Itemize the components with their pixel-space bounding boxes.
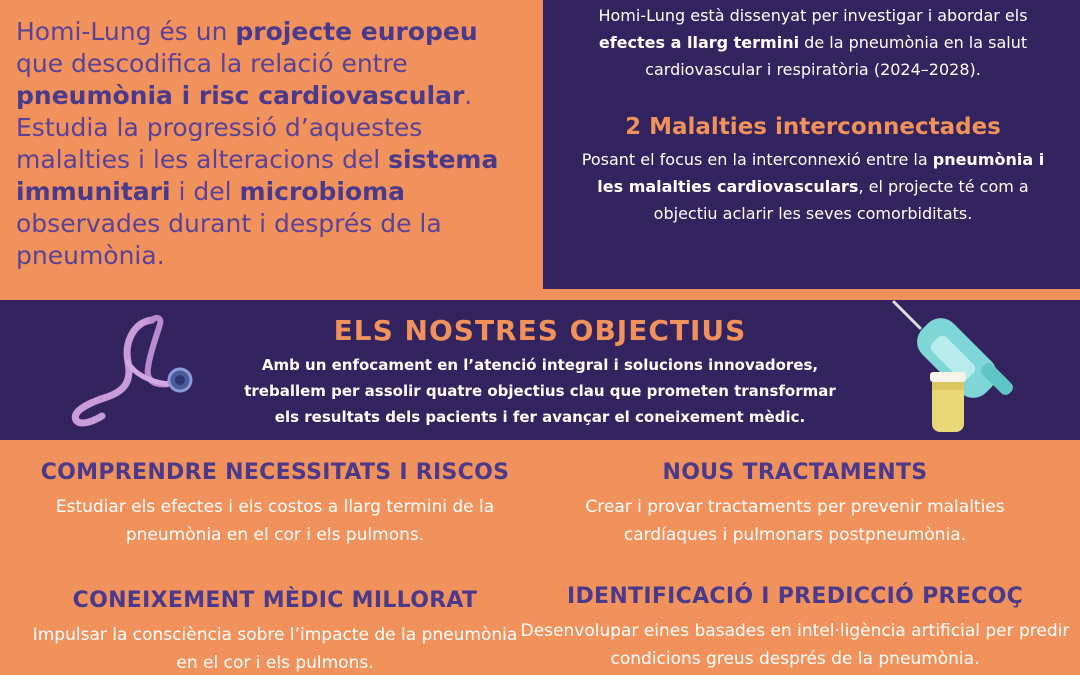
objective-text: Estudiar els efectes i els costos a llarg termini de la pneumònia en el cor i els pulmons. xyxy=(55,497,495,545)
intro-section xyxy=(0,0,540,292)
objective-card xyxy=(20,588,530,675)
right-text-2: de la pneumònia en la salut cardiovascular i respiratòria (2024–2028). xyxy=(645,33,1028,79)
interconnected-heading: 2 Malalties interconnectades xyxy=(625,114,1001,140)
intro-paragraph xyxy=(16,16,516,272)
intro-text-2: que descodifica la relació entre xyxy=(16,49,408,78)
syringe-icon xyxy=(882,300,1032,440)
intro-text-3: . Estudia la progressió d’aquestes malalties i les alteracions del xyxy=(16,81,473,174)
intro-bold-3: sistema immunitari xyxy=(16,145,499,206)
right-text-4: , el projecte té com a objectiu aclarir les seves comorbiditats. xyxy=(653,177,1029,223)
objective-title: NOUS TRACTAMENTS xyxy=(662,460,928,485)
right-text-3: Posant el focus en la interconnexió entre la xyxy=(581,150,933,169)
intro-bold-4: microbioma xyxy=(239,177,406,206)
objective-title: CONEIXEMENT MÈDIC MILLORAT xyxy=(72,588,478,613)
right-bold-1: efectes a llarg termini xyxy=(598,33,800,52)
project-info-panel xyxy=(540,0,1080,292)
intro-text-5: observades durant i després de la pneumònia. xyxy=(16,209,442,270)
intro-bold-2: pneumònia i risc cardiovascular xyxy=(16,81,465,110)
objective-title: IDENTIFICACIÓ I PREDICCIÓ PRECOÇ xyxy=(566,584,1024,609)
objective-text: Desenvolupar eines basades en intel·ligència artificial per predir condicions greus després de la pneumònia. xyxy=(520,621,1070,669)
objective-card xyxy=(20,460,530,549)
intro-bold-1: projecte europeu xyxy=(235,17,478,46)
objective-card xyxy=(540,460,1050,549)
objectives-title: ELS NOSTRES OBJECTIUS xyxy=(333,314,747,347)
intro-text-1: Homi-Lung és un xyxy=(16,17,236,46)
objective-title: COMPRENDRE NECESSITATS I RISCOS xyxy=(40,460,510,485)
interconnection-text xyxy=(573,146,1053,227)
objectives-intro: Amb un enfocament en l’atenció integral i solucions innovadores, treballem per assolir quatre objectius clau que prometen transformar els resultats dels pacients i fer avançar el coneixement mèdic. xyxy=(244,356,836,426)
right-bold-2: pneumònia i les malalties cardiovasculars xyxy=(597,150,1045,196)
objective-text: Impulsar la consciència sobre l’impacte de la pneumònia en el cor i els pulmons. xyxy=(32,625,518,673)
right-text-1: Homi-Lung està dissenyat per investigar i abordar els xyxy=(598,6,1028,25)
project-duration-text xyxy=(573,2,1053,83)
objective-card xyxy=(520,584,1070,673)
intro-text-4: i del xyxy=(170,177,240,206)
objectives-band xyxy=(0,300,1080,440)
objective-text: Crear i provar tractaments per prevenir malalties cardíaques i pulmonars postpneumònia. xyxy=(585,497,1005,545)
